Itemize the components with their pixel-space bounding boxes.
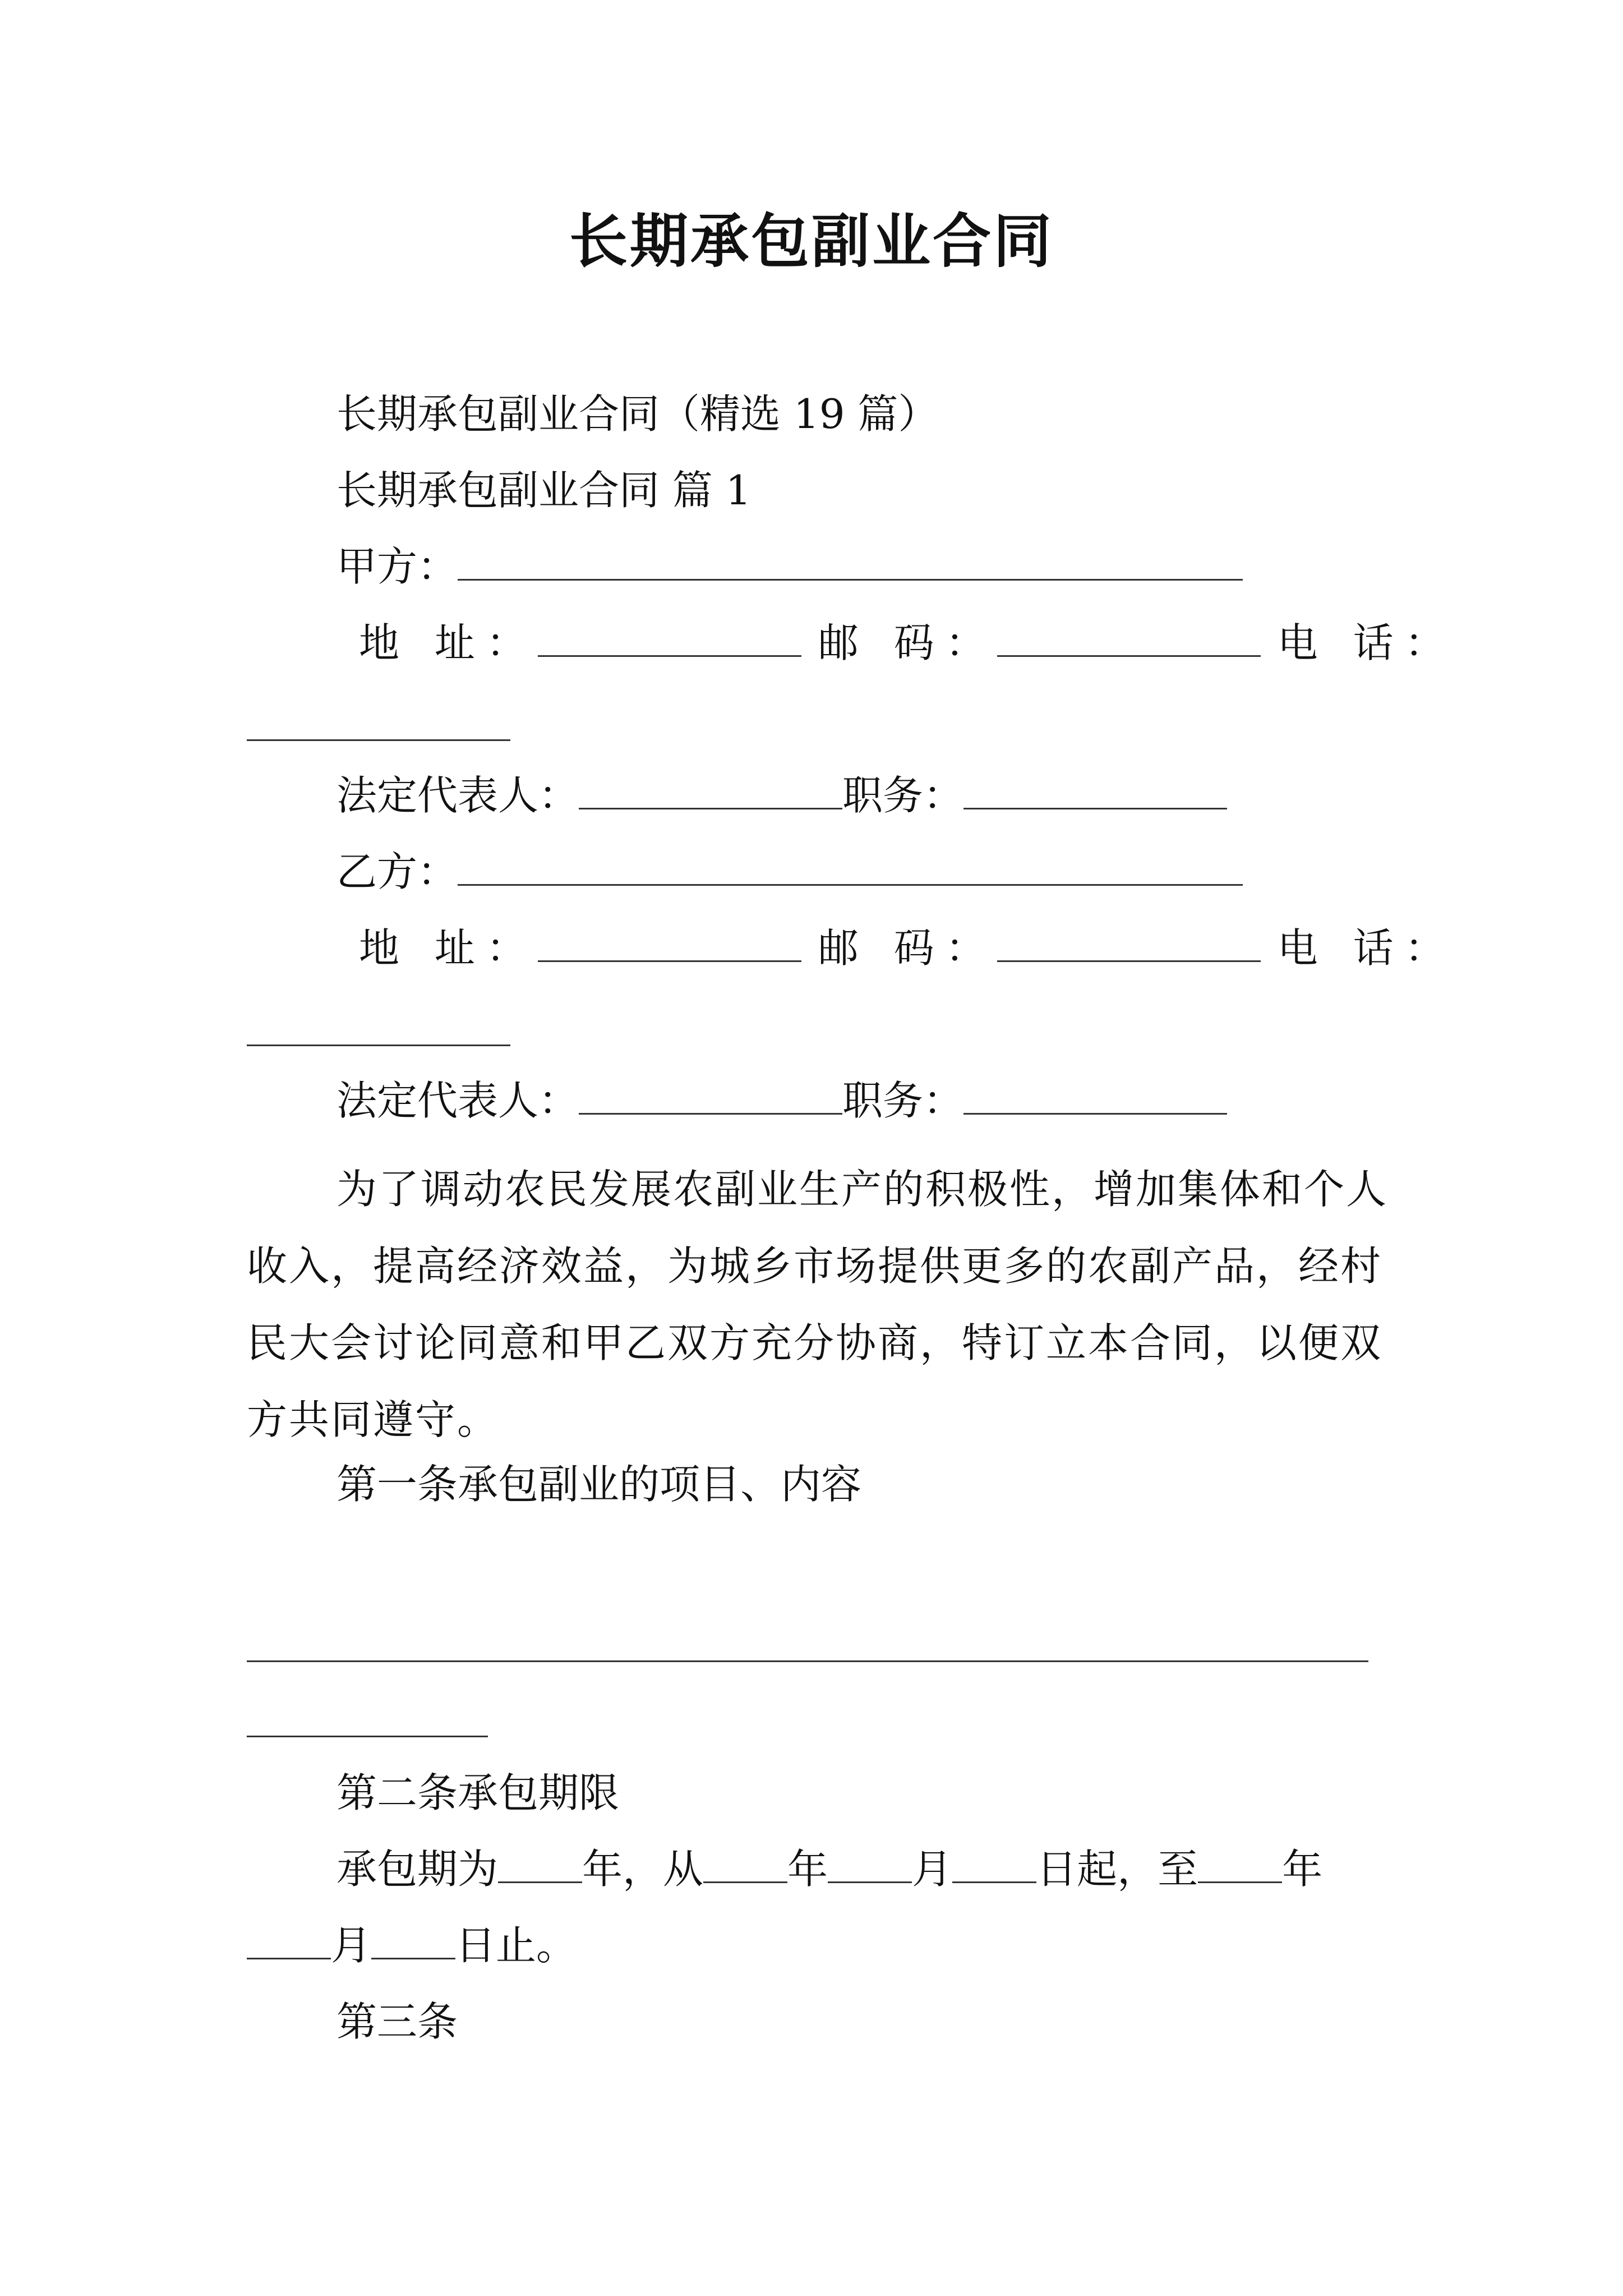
article-3-heading: 第三条 bbox=[336, 1998, 458, 2045]
party-a-postcode-label: 邮 码： bbox=[818, 619, 997, 666]
party-a-line bbox=[336, 540, 1243, 593]
start-month-blank bbox=[828, 1847, 912, 1883]
party-b-representative-blank bbox=[579, 1078, 842, 1115]
party-a-address-label: 地 址： bbox=[359, 619, 538, 666]
party-b-address-blank bbox=[538, 926, 801, 962]
preamble-paragraph: 为了调动农民发展农副业生产的积极性，增加集体和个人收入，提高经济效益，为城乡市场提供更多的农副产品，经村民大会讨论同意和甲乙双方充分协商，特订立本合同，以便双方共同遵守。 bbox=[247, 1166, 1389, 1443]
article-2-term-line-2 bbox=[247, 1918, 577, 1972]
term-text-1: 承包期为 bbox=[336, 1846, 499, 1893]
article-2-heading: 第二条承包期限 bbox=[336, 1769, 620, 1816]
document-title: 长期承包副业合同 bbox=[569, 206, 1054, 275]
term-text-5: 日起，至 bbox=[1036, 1846, 1198, 1893]
party-a-label: 甲方： bbox=[336, 543, 458, 590]
document-subtitle: 长期承包副业合同（精选 19 篇） bbox=[336, 390, 939, 438]
party-b-position-blank bbox=[963, 1078, 1227, 1115]
party-a-phone-blank bbox=[247, 739, 510, 741]
end-year-blank bbox=[1198, 1847, 1282, 1883]
party-a-contact-line bbox=[359, 616, 1456, 670]
start-day-blank bbox=[952, 1847, 1036, 1883]
party-b-representative-line bbox=[336, 1074, 1227, 1128]
party-b-blank bbox=[458, 849, 1243, 886]
party-a-postcode-blank bbox=[997, 620, 1261, 657]
party-b-postcode-blank bbox=[997, 926, 1261, 962]
party-a-phone-label: 电 话： bbox=[1277, 619, 1456, 666]
party-a-address-blank bbox=[538, 620, 801, 657]
party-b-postcode-label: 邮 码： bbox=[818, 924, 997, 972]
party-b-phone-label: 电 话： bbox=[1277, 924, 1456, 972]
party-a-representative-line bbox=[336, 769, 1227, 822]
term-text-6: 年 bbox=[1282, 1846, 1323, 1893]
article-1-heading: 第一条承包副业的项目、内容 bbox=[336, 1461, 862, 1508]
party-b-contact-line bbox=[359, 921, 1456, 975]
party-b-representative-label: 法定代表人： bbox=[336, 1077, 579, 1124]
term-text-7: 月 bbox=[331, 1922, 372, 1969]
party-a-representative-label: 法定代表人： bbox=[336, 772, 579, 819]
start-year-blank bbox=[703, 1847, 787, 1883]
end-day-blank bbox=[371, 1923, 455, 1959]
party-a-position-blank bbox=[963, 773, 1227, 809]
article-1-blank-line-2 bbox=[247, 1736, 488, 1737]
term-years-blank bbox=[498, 1847, 582, 1883]
party-b-label: 乙方： bbox=[336, 848, 458, 895]
party-b-line bbox=[336, 845, 1243, 899]
party-b-phone-blank bbox=[247, 1045, 510, 1046]
article-1-blank-line-1 bbox=[247, 1660, 1368, 1662]
party-a-representative-blank bbox=[579, 773, 842, 809]
party-a-position-label: 职务： bbox=[842, 772, 964, 819]
term-text-3: 年 bbox=[787, 1846, 828, 1893]
article-2-term-line bbox=[336, 1842, 1322, 1896]
section-heading: 长期承包副业合同 篇 1 bbox=[336, 467, 751, 514]
end-month-blank bbox=[247, 1923, 331, 1959]
term-text-4: 月 bbox=[912, 1846, 953, 1893]
term-text-2: 年，从 bbox=[582, 1846, 704, 1893]
party-a-blank bbox=[458, 544, 1243, 581]
party-b-address-label: 地 址： bbox=[359, 924, 538, 972]
party-b-position-label: 职务： bbox=[842, 1077, 964, 1124]
term-text-8: 日止。 bbox=[455, 1922, 577, 1969]
